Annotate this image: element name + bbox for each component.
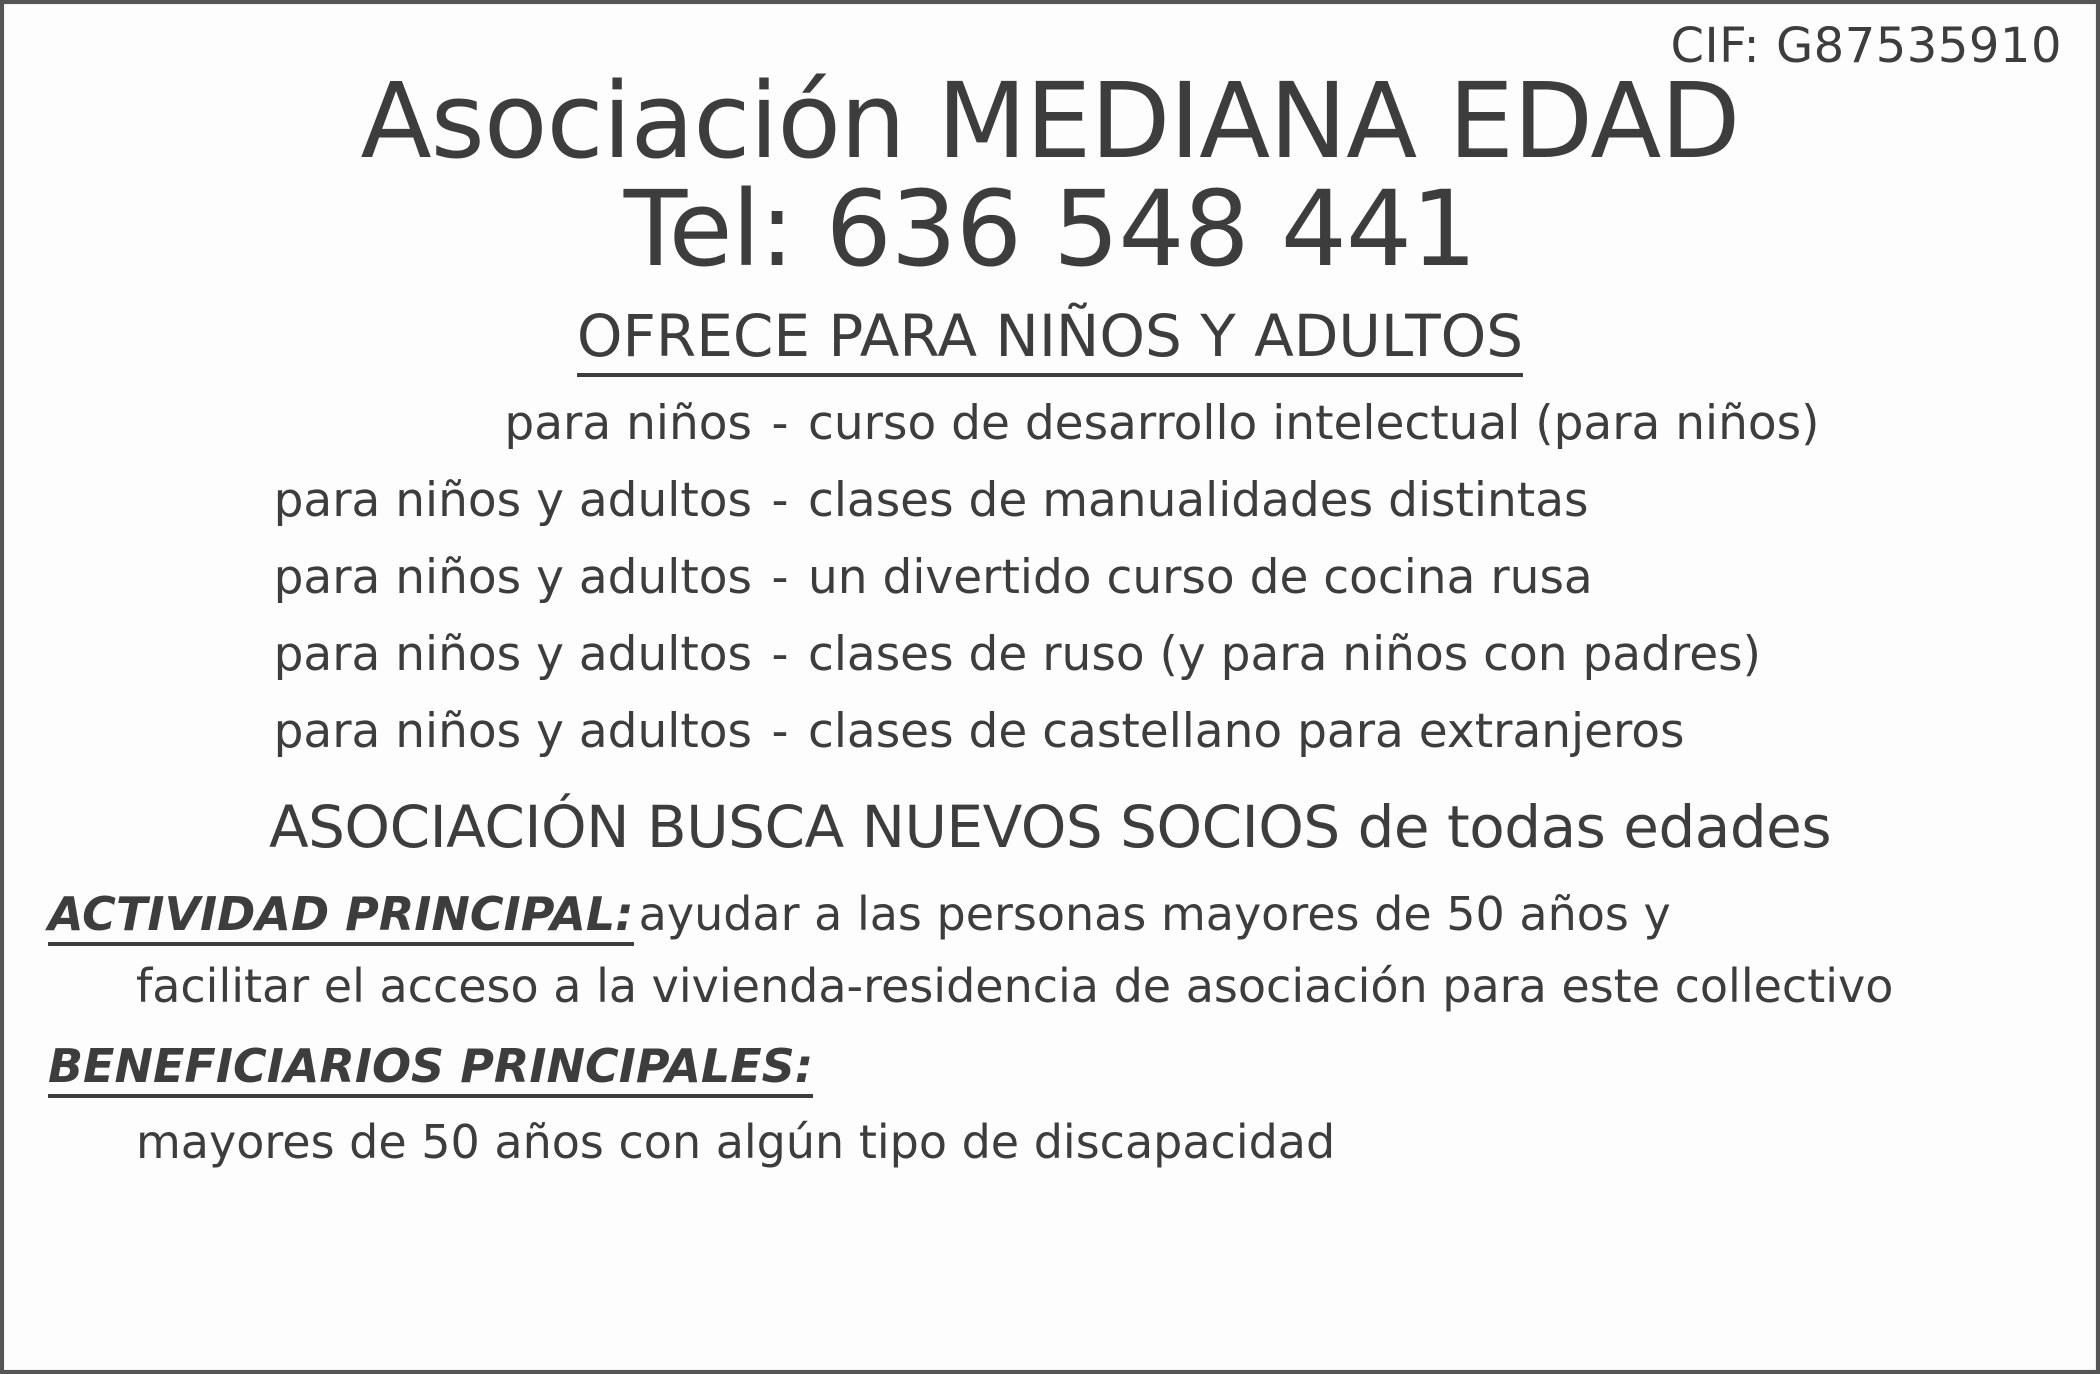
cif-number: CIF: G87535910 <box>1670 18 2062 74</box>
beneficiaries-text-line1: mayores de 50 años con algún tipo de discapacidad <box>136 1115 1336 1170</box>
beneficiaries-label-line <box>48 1039 2056 1093</box>
main-activity-line1 <box>48 887 2056 941</box>
service-dash: - <box>771 396 789 452</box>
service-dash: - <box>771 704 789 760</box>
list-item <box>4 704 2096 759</box>
service-description: clases de ruso (y para niños con padres) <box>808 627 1761 683</box>
phone-number: Tel: 636 548 441 <box>623 168 1477 291</box>
main-activity-text-line1: ayudar a las personas mayores de 50 años y <box>638 887 1671 942</box>
main-activity-text-line2: facilitar el acceso a la vivienda-residencia de asociación para este collectivo <box>136 959 1894 1014</box>
offer-heading <box>4 302 2096 370</box>
service-dash: - <box>771 627 789 683</box>
service-description: clases de castellano para extranjeros <box>808 704 1685 760</box>
members-call-text: ASOCIACIÓN BUSCA NUEVOS SOCIOS de todas edades <box>268 793 1832 862</box>
list-item <box>4 627 2096 682</box>
list-item <box>4 473 2096 528</box>
service-audience: para niños y adultos <box>273 550 752 606</box>
main-activity-block <box>4 887 2096 1013</box>
organization-title: Asociación MEDIANA EDAD <box>360 60 1740 182</box>
offer-heading-text: OFRECE PARA NIÑOS Y ADULTOS <box>577 302 1523 377</box>
list-item <box>4 396 2096 451</box>
beneficiaries-block <box>4 1039 2096 1169</box>
beneficiaries-label: BENEFICIARIOS PRINCIPALES: <box>48 1039 813 1098</box>
service-audience: para niños <box>504 396 752 452</box>
service-audience: para niños y adultos <box>273 473 752 529</box>
service-description: curso de desarrollo intelectual (para niños) <box>808 396 1820 452</box>
main-activity-label: ACTIVIDAD PRINCIPAL: <box>48 887 634 946</box>
service-description: un divertido curso de cocina rusa <box>808 550 1593 606</box>
list-item <box>4 550 2096 605</box>
service-description: clases de manualidades distintas <box>808 473 1589 529</box>
services-list <box>4 396 2096 759</box>
service-dash: - <box>771 550 789 606</box>
service-audience: para niños y adultos <box>273 704 752 760</box>
service-dash: - <box>771 473 789 529</box>
service-audience: para niños y adultos <box>273 627 752 683</box>
